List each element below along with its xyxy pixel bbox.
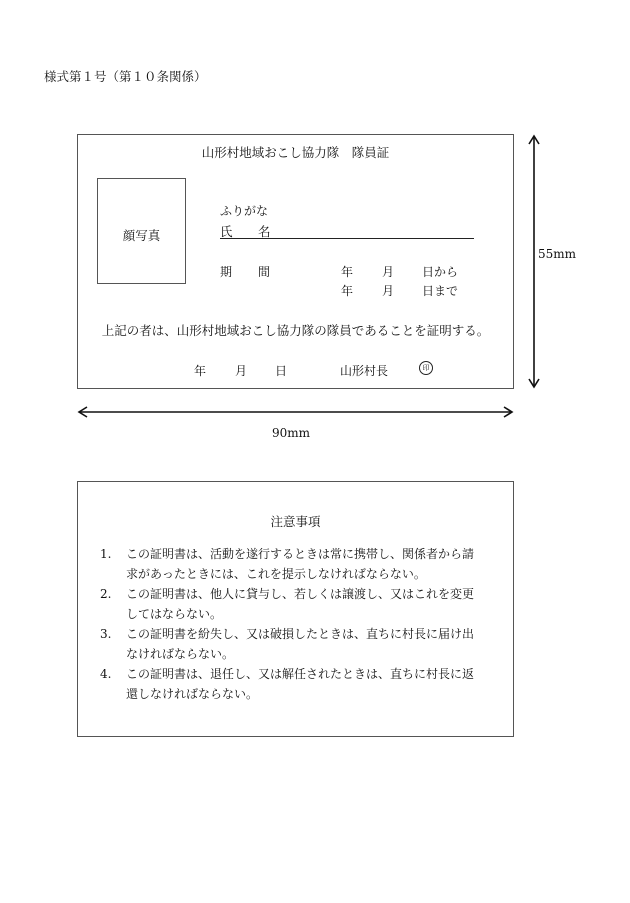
name-label-2: 名 xyxy=(258,224,271,239)
issue-day: 日 xyxy=(275,364,288,378)
notice-item-line: この証明書は、活動を遂行するときは常に携帯し、関係者から請 xyxy=(126,547,475,561)
width-dimension-label: 90mm xyxy=(272,426,311,440)
notice-title: 注意事項 xyxy=(270,514,321,529)
notice-item-line: この証明書は、退任し、又は解任されたときは、直ちに村長に返 xyxy=(126,667,475,681)
notice-item-line: この証明書を紛失し、又は破損したときは、直ちに村長に届け出 xyxy=(126,627,475,641)
height-dimension-label: 55mm xyxy=(538,247,577,261)
notice-item-number: 4. xyxy=(100,667,112,681)
form-number: 様式第１号（第１０条関係） xyxy=(44,69,207,84)
notice-item-number: 2. xyxy=(100,587,112,601)
notice-item-line: 還しなければならない。 xyxy=(126,687,259,701)
notice-item-line: なければならない。 xyxy=(126,647,235,661)
id-card xyxy=(77,134,514,389)
furigana-label: ふりがな xyxy=(220,204,269,218)
to-year: 年 xyxy=(341,284,354,298)
notice-item-number: 3. xyxy=(100,627,112,641)
notice-item-line: 求があったときには、これを提示しなければならない。 xyxy=(126,567,426,581)
width-dimension-arrow xyxy=(77,406,514,418)
to-month: 月 xyxy=(382,284,395,298)
to-day: 日まで xyxy=(422,284,459,298)
notice-item-line: してはならない。 xyxy=(126,607,223,621)
notice-item-number: 1. xyxy=(100,547,112,561)
issue-month: 月 xyxy=(235,364,248,378)
notice-box xyxy=(77,481,514,737)
from-day: 日から xyxy=(422,265,459,279)
photo-label: 顔写真 xyxy=(122,228,161,243)
issue-year: 年 xyxy=(194,364,207,378)
card-title: 山形村地域おこし協力隊 隊員証 xyxy=(201,145,390,160)
issuer-name: 山形村長 xyxy=(340,364,389,378)
from-month: 月 xyxy=(382,265,395,279)
period-label-1: 期 xyxy=(220,265,233,279)
photo-box xyxy=(97,178,186,284)
seal-mark: 印 xyxy=(419,361,433,375)
name-field xyxy=(220,222,474,239)
certification-text: 上記の者は、山形村地域おこし協力隊の隊員であることを証明する。 xyxy=(101,323,490,338)
notice-item-line: この証明書は、他人に貸与し、若しくは譲渡し、又はこれを変更 xyxy=(126,587,475,601)
height-dimension-arrow xyxy=(528,134,540,389)
from-year: 年 xyxy=(341,265,354,279)
name-label-1: 氏 xyxy=(220,224,233,239)
period-label-2: 間 xyxy=(258,265,271,279)
